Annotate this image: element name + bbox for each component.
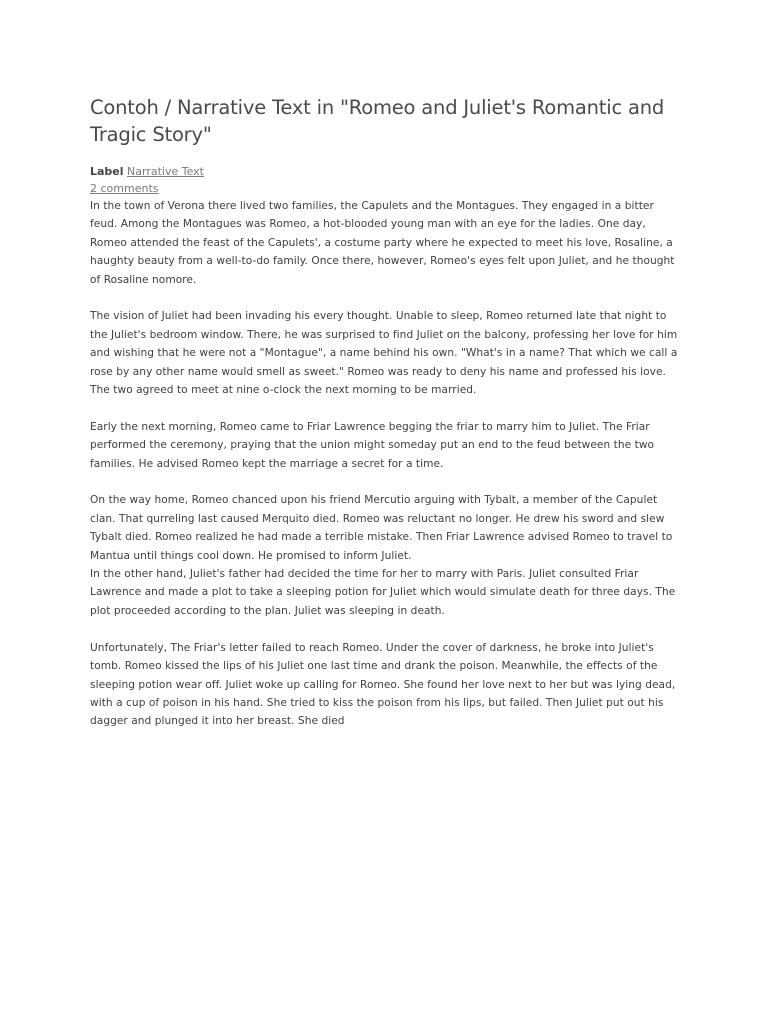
label-prefix: Label	[90, 165, 124, 178]
post-meta	[90, 163, 678, 197]
paragraph-6: Unfortunately, The Friar's letter failed to reach Romeo. Under the cover of darkness, he broke into Juliet's tomb. Romeo kissed the lips of his Juliet one last time and drank the poison. Meanwhile, the effects of the sleeping potion wear off. Juliet woke up calling for Romeo. She found her love next to her but was lying dead, with a cup of poison in his hand. She tried to kiss the poison from his lips, but failed. Then Juliet put out his dagger and plunged it into her breast. She died	[90, 641, 676, 728]
paragraph-5: In the other hand, Juliet's father had decided the time for her to marry with Paris. Juliet consulted Friar Lawrence and made a plot to take a sleeping potion for Juliet which would simulate death for three days. The plot proceeded according to the plan. Juliet was sleeping in death.	[90, 568, 676, 617]
paragraph-gap	[90, 620, 678, 638]
label-link-narrative-text[interactable]: Narrative Text	[127, 165, 204, 178]
paragraph-3: Early the next morning, Romeo came to Friar Lawrence begging the friar to marry him to Juliet. The Friar performed the ceremony, praying that the union might someday put an end to the feud between the two families. He advised Romeo kept the marriage a secret for a time.	[90, 420, 655, 470]
post-labels	[90, 163, 678, 180]
comments-link[interactable]: 2 comments	[90, 182, 159, 195]
paragraph-2: The vision of Juliet had been invading his every thought. Unable to sleep, Romeo returned late that night to the Juliet's bedroom window. There, he was surprised to find Juliet on the balcony, professing her love for him and wishing that he were not a "Montague", a name behind his own. "What's in a name? That which we call a rose by any other name would smell as sweet." Romeo was ready to deny his name and professed his love. The two agreed to meet at nine o-clock the next morning to be married.	[90, 310, 678, 397]
paragraph-gap	[90, 473, 678, 491]
post-body	[90, 197, 678, 731]
paragraph-1: In the town of Verona there lived two families, the Capulets and the Montagues. They engaged in a bitter feud. Among the Montagues was Romeo, a hot-blooded young man with an eye for the ladies. One day, Romeo attended the feast of the Capulets', a costume party where he expected to meet his love, Rosaline, a haughty beauty from a well-to-do family. Once there, however, Romeo's eyes felt upon Juliet, and he thought of Rosaline nomore.	[90, 200, 675, 286]
paragraph-gap	[90, 399, 678, 417]
paragraph-gap	[90, 289, 678, 307]
post-title: Contoh / Narrative Text in "Romeo and Juliet's Romantic and Tragic Story"	[90, 96, 665, 146]
post-comments	[90, 180, 678, 197]
paragraph-4: On the way home, Romeo chanced upon his friend Mercutio arguing with Tybalt, a member of the Capulet clan. That qurreling last caused Merquito died. Romeo was reluctant no longer. He drew his sword and slew Tybalt died. Romeo realized he had made a terrible mistake. Then Friar Lawrence advised Romeo to travel to Mantua until things cool down. He promised to inform Juliet.	[90, 494, 673, 562]
